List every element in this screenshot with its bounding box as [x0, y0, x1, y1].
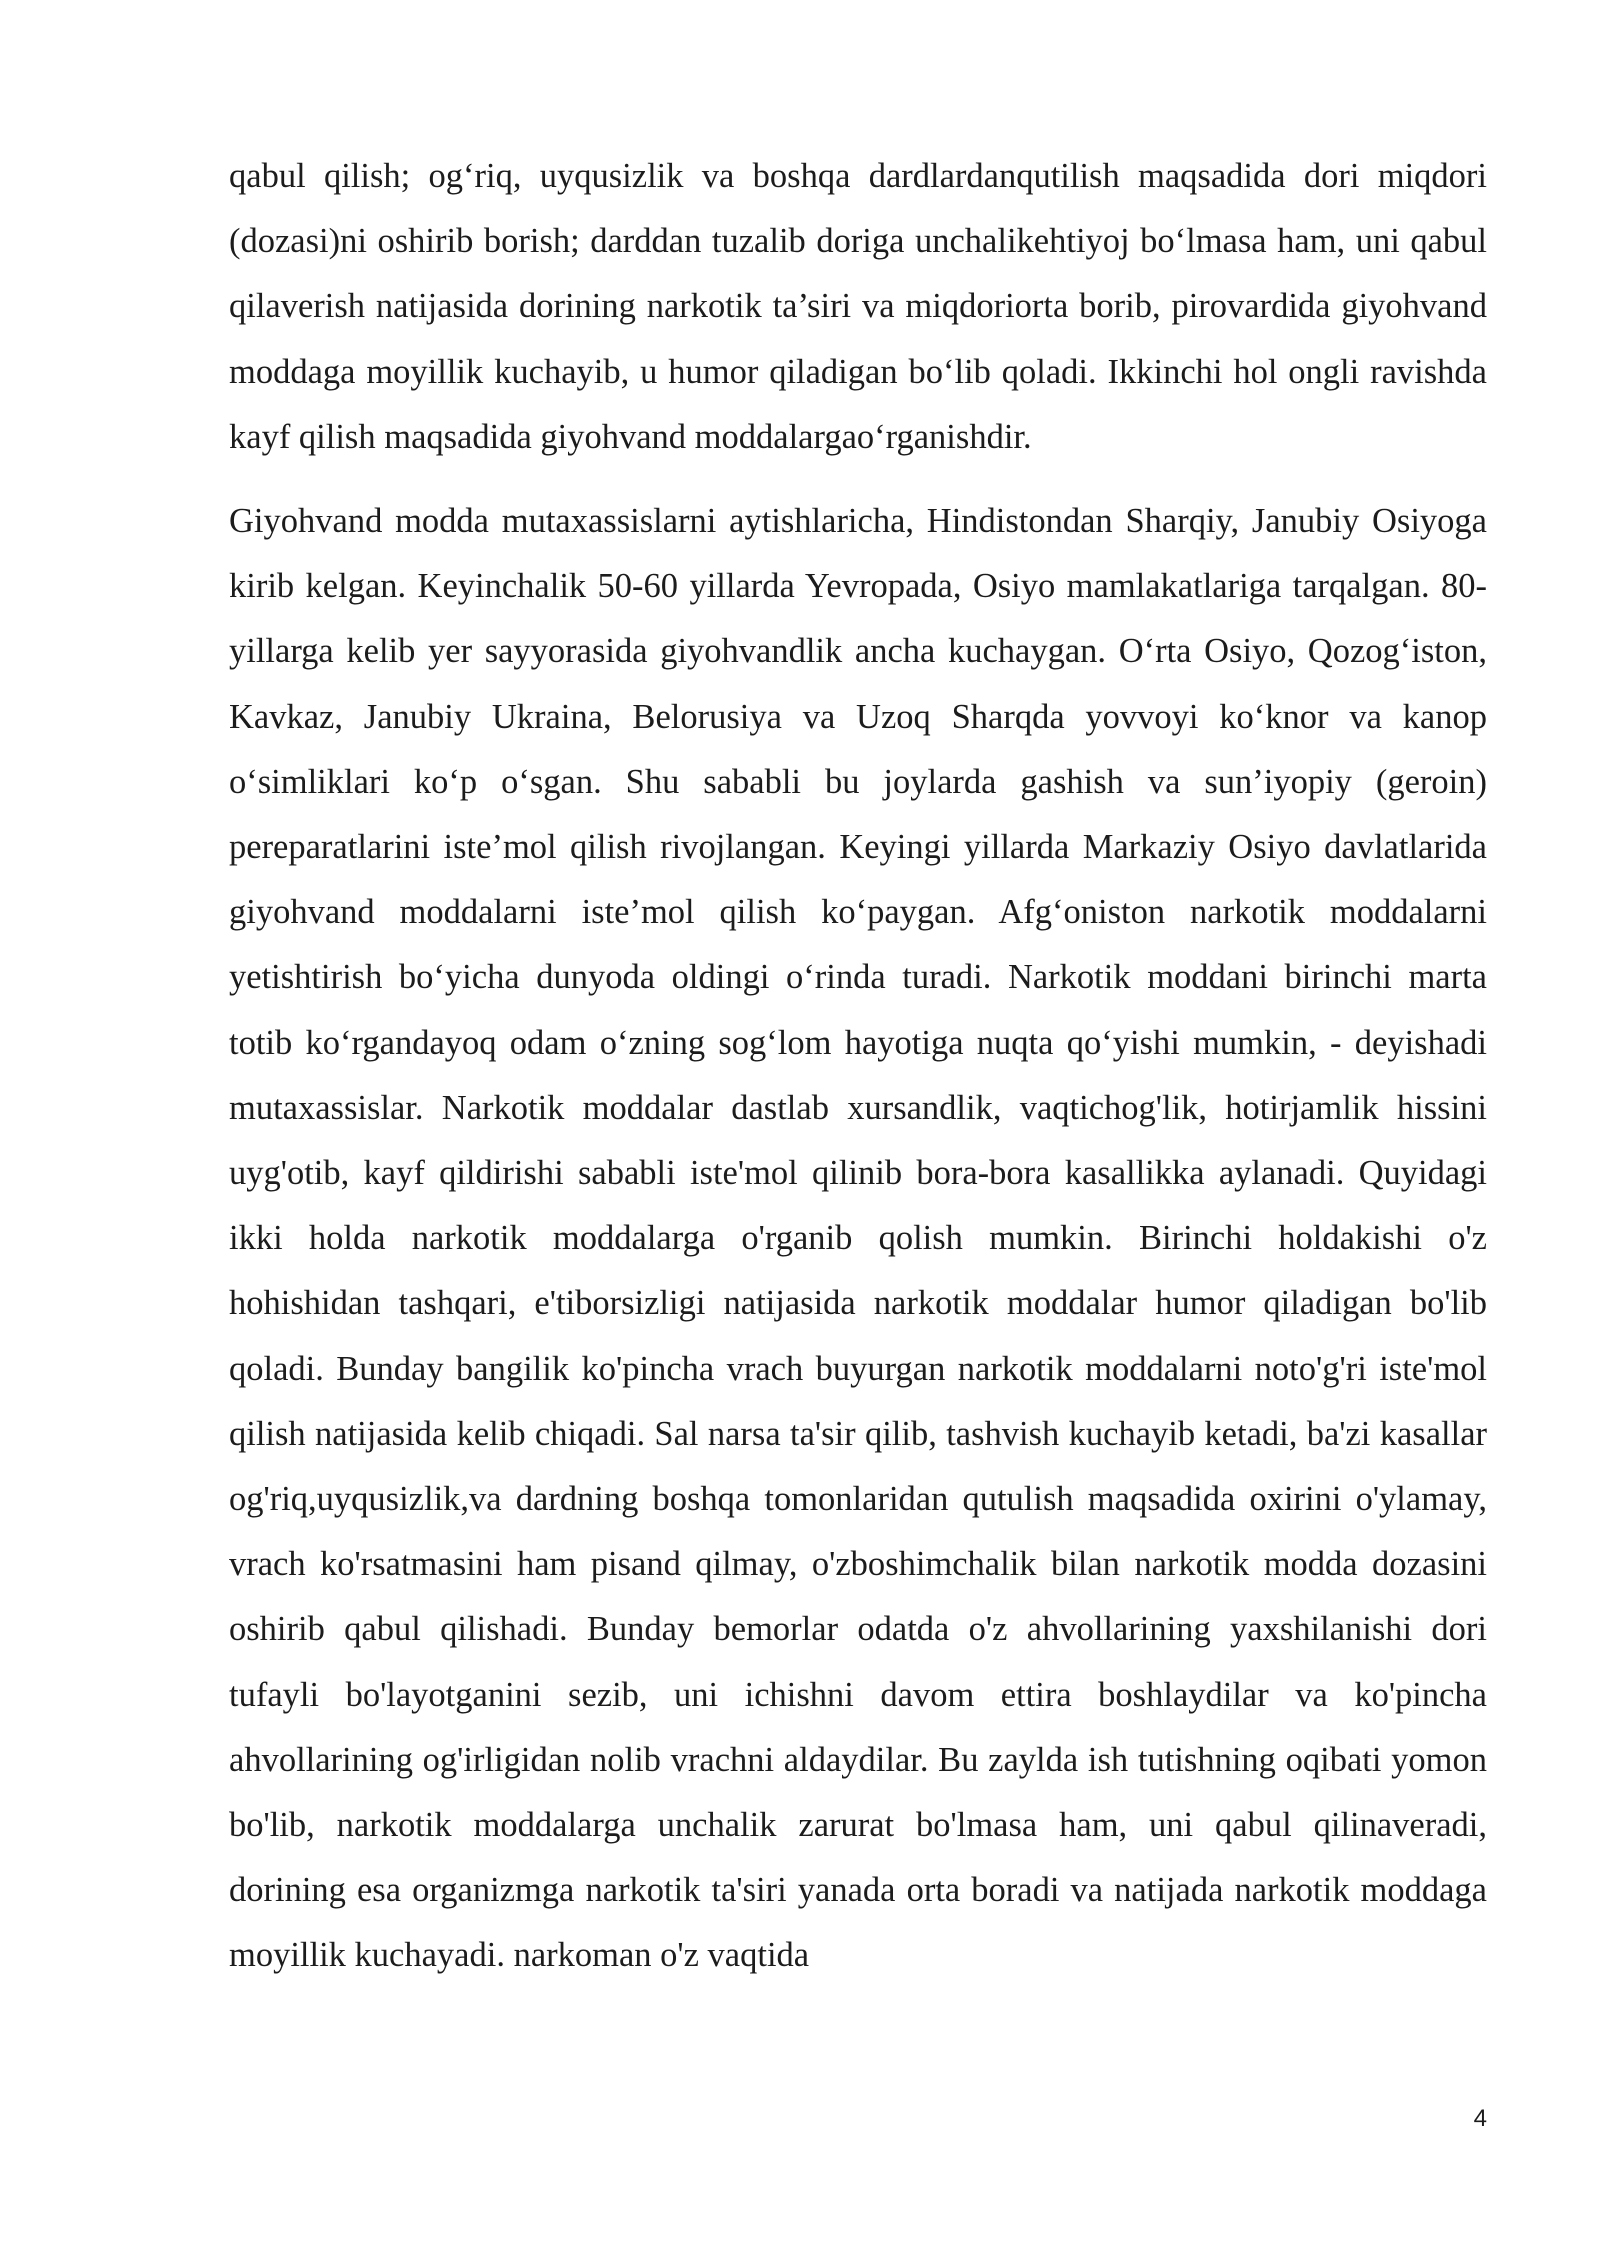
body-text-block-1	[229, 144, 1487, 470]
paragraph-2: Giyohvand modda mutaxassislarni aytishlaricha, Hindistondan Sharqiy, Janubiy Osiyoga kirib kelgan. Keyinchalik 50-60 yillarda Yevropada, Osiyo mamlakatlariga tarqalgan. 80-yillarga kelib yer sayyorasida giyohvandlik ancha kuchaygan. O‘rta Osiyo, Qozog‘iston, Kavkaz, Janubiy Ukraina, Belorusiya va Uzoq Sharqda yovvoyi ko‘knor va kanop o‘simliklari ko‘p o‘sgan. Shu sababli bu joylarda gashish va sun’iyopiy (geroin) pereparatlarini iste’mol qilish rivojlangan. Keyingi yillarda Markaziy Osiyo davlatlarida giyohvand moddalarni iste’mol qilish ko‘paygan. Afg‘oniston narkotik moddalarni yetishtirish bo‘yicha dunyoda oldingi o‘rinda turadi. Narkotik moddani birinchi marta totib ko‘rgandayoq odam o‘zning sog‘lom hayotiga nuqta qo‘yishi mumkin, - deyishadi mutaxassislar. Narkotik moddalar dastlab xursandlik, vaqtichog'lik, hotirjamlik hissini uyg'otib, kayf qildirishi sababli iste'mol qilinib bora-bora kasallikka aylanadi. Quyidagi ikki holda narkotik moddalarga o'rganib qolish mumkin. Birinchi holdakishi o'z hohishidan tashqari, e'tiborsizligi natijasida narkotik moddalar humor qiladigan bo'lib qoladi. Bunday bangilik ko'pincha vrach buyurgan narkotik moddalarni noto'g'ri iste'mol qilish natijasida kelib chiqadi. Sal narsa ta'sir qilib, tashvish kuchayib ketadi, ba'zi kasallar og'riq,uyqusizlik,va dardning boshqa tomonlaridan qutulish maqsadida oxirini o'ylamay, vrach ko'rsatmasini ham pisand qilmay, o'zboshimchalik bilan narkotik modda dozasini oshirib qabul qilishadi. Bunday bemorlar odatda o'z ahvollarining yaxshilanishi dori tufayli bo'layotganini sezib, uni ichishni davom ettira boshlaydilar va ko'pincha ahvollarining og'irligidan nolib vrachni aldaydilar. Bu zaylda ish tutishning oqibati yomon bo'lib, narkotik moddalarga unchalik zarurat bo'lmasa ham, uni qabul qilinaveradi, dorining esa organizmga narkotik ta'siri yanada orta boradi va natijada narkotik moddaga moyillik kuchayadi. narkoman o'z vaqtida	[229, 502, 1487, 1975]
paragraph-1: qabul qilish; og‘riq, uyqusizlik va boshqa dardlardanqutilish maqsadida dori miqdori (dozasi)ni oshirib borish; darddan tuzalib doriga unchalikehtiyoj bo‘lmasa ham, uni qabul qilaverish natijasida dorining narkotik ta’siri va miqdoriorta borib, pirovardida giyohvand moddaga moyillik kuchayib, u humor qiladigan bo‘lib qoladi. Ikkinchi hol ongli ravishda kayf qilish maqsadida giyohvand moddalargao‘rganishdir.	[229, 157, 1487, 456]
body-text-block-2	[229, 489, 1487, 1989]
page-number: 4	[1473, 2105, 1487, 2132]
